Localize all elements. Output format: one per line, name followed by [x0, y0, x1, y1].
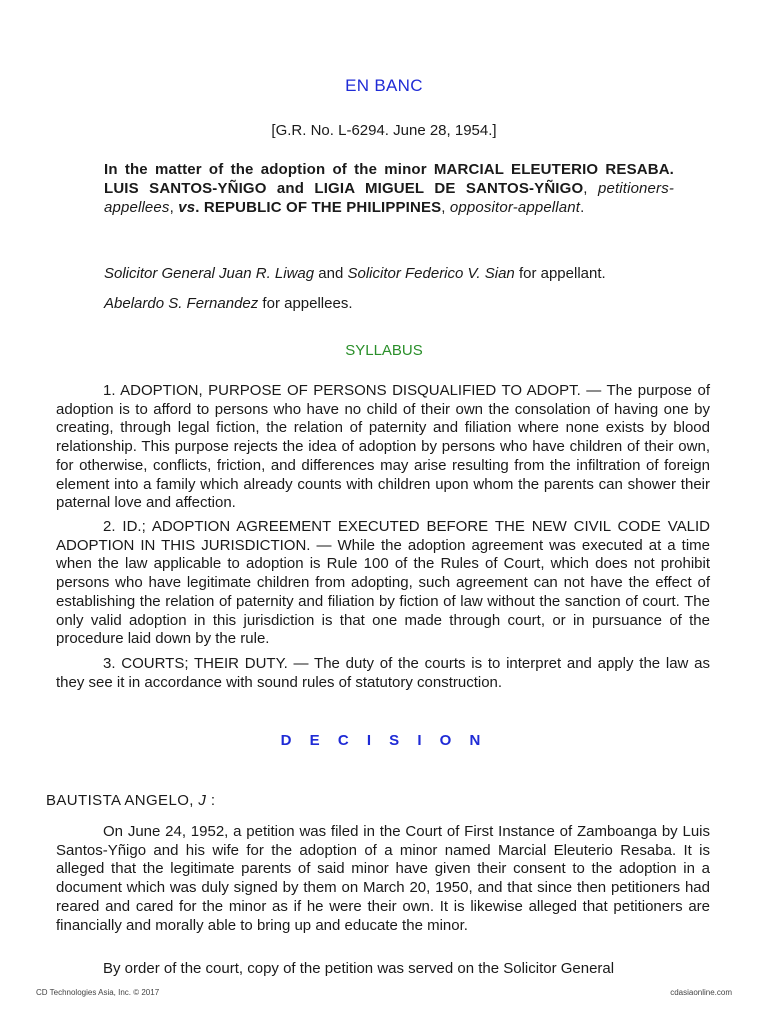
syllabus-item: 3. COURTS; THEIR DUTY. — The duty of the courts is to interpret and apply the law as they see it in accordance with sound rules of statutory construction. [56, 655, 710, 691]
ponente-line [46, 792, 215, 809]
ponente-name: BAUTISTA ANGELO [46, 792, 190, 809]
counsel-name: Solicitor Federico V. Sian [347, 265, 515, 282]
case-caption [104, 160, 674, 217]
ponente-end: : [206, 792, 216, 809]
counsel-role: for appellant. [514, 265, 606, 282]
caption-vs: vs [178, 199, 196, 216]
syllabus-item: 1. ADOPTION, PURPOSE OF PERSONS DISQUALIFIED TO ADOPT. — The purpose of adoption is to afford to persons who have no child of their own the consolation of having one by creating, through legal fiction, the relation of paternity and filiation where none exists by blood relationship. This purpose rejects the idea of adoption by persons who have children of their own, for otherwise, conflicts, friction, and differences may arise resulting from the infiltration of foreign element into a family which already counts with children upon whom the parents can shower their paternal love and affection. [56, 382, 710, 512]
caption-end: . [580, 199, 585, 216]
decision-heading: D E C I S I O N [280, 732, 488, 749]
counsel-name: Solicitor General Juan R. Liwag [104, 265, 315, 282]
case-gr-number: [G.R. No. L-6294. June 28, 1954.] [271, 122, 497, 139]
syllabus-item: 2. ID.; ADOPTION AGREEMENT EXECUTED BEFORE THE NEW CIVIL CODE VALID ADOPTION IN THIS JURISDICTION. — While the adoption agreement was executed at a time when the law applicable to adoption is Rule 100 of the Rules of Court, which does not prohibit persons who have legitimate children from adopting, such agreement can not have the effect of establishing the relation of paternity and filiation by fiction of law without the sanction of court. The only valid adoption in this jurisdiction is that one made through court, or in pursuance of the procedure laid down by the rule. [56, 518, 710, 648]
caption-parties-1: In the matter of the adoption of the minor MARCIAL ELEUTERIO RESABA. LUIS SANTOS-YÑIGO and LIGIA MIGUEL DE SANTOS-YÑIGO [104, 161, 674, 197]
counsel-role: for appellees. [258, 295, 353, 312]
decision-paragraph: On June 24, 1952, a petition was filed in the Court of First Instance of Zamboanga by Luis Santos-Yñigo and his wife for the adoption of a minor named Marcial Eleuterio Resaba. It is alleged that the legitimate parents of said minor have given their consent to the adoption in a document which was duly signed by them on March 20, 1950, and that since then petitioners had reared and cared for the minor as if he were their own. It is likewise alleged that petitioners are financially and morally able to bring up and educate the minor. [56, 823, 710, 934]
counsel-appellees [104, 295, 724, 312]
caption-role-petitioners: petitioners-appellees [104, 180, 674, 216]
counsel-name: Abelardo S. Fernandez [104, 295, 259, 312]
caption-sep: , [169, 199, 179, 216]
counsel-appellant [104, 265, 724, 282]
decision-paragraph: By order of the court, copy of the petition was served on the Solicitor General [103, 960, 615, 977]
footer-copyright: CD Technologies Asia, Inc. © 2017 [36, 988, 160, 997]
ponente-title: J [198, 792, 207, 809]
court-division-heading: EN BANC [345, 76, 423, 95]
ponente-sep: , [189, 792, 199, 809]
caption-sep: , [583, 180, 598, 197]
caption-role-oppositor: oppositor-appellant [449, 199, 581, 216]
syllabus-heading: SYLLABUS [345, 342, 423, 359]
caption-parties-2: . REPUBLIC OF THE PHILIPPINES [195, 199, 442, 216]
caption-sep: , [441, 199, 450, 216]
footer-site: cdasiaonline.com [670, 988, 732, 997]
counsel-conjunction: and [314, 265, 348, 282]
